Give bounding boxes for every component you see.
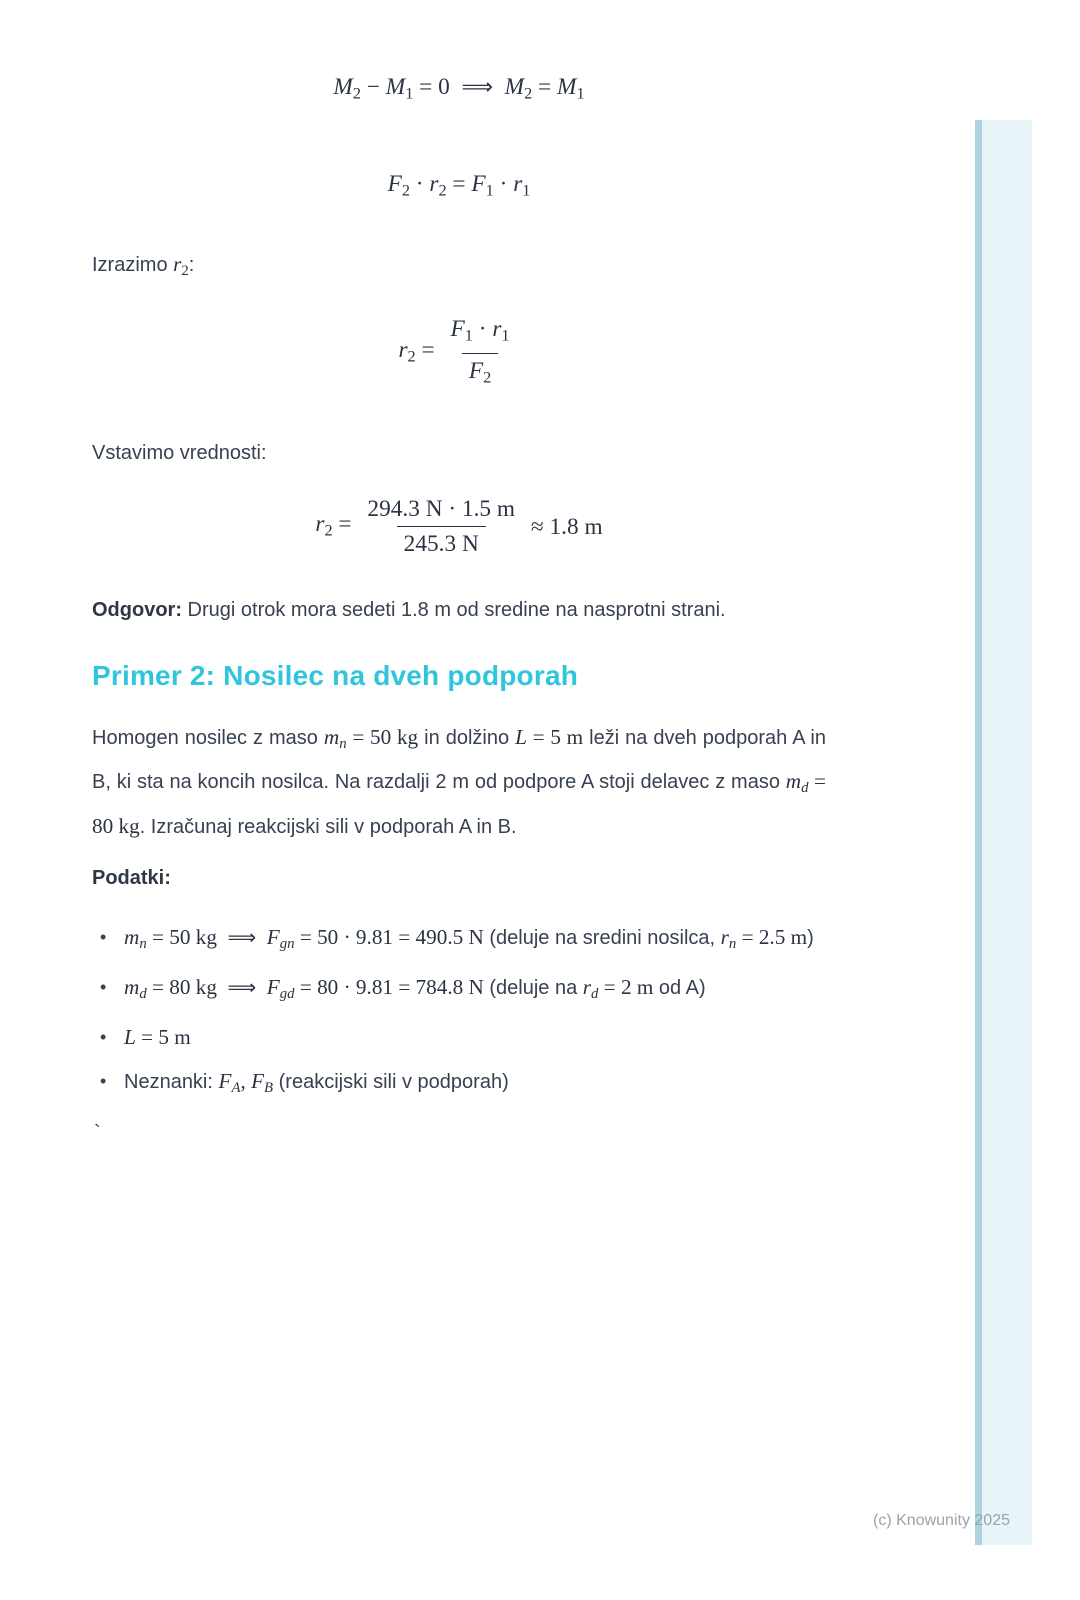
list-item-text: Neznanki: $F_A$, $F_B$ (reakcijski sili v podporah) — [124, 1068, 509, 1097]
bullet-icon: • — [100, 976, 107, 997]
equation-lhs: $r_2$ = — [398, 337, 441, 366]
fraction-denominator: $F_2$ — [462, 353, 498, 391]
list-item-text: $m_d = 80$ kg ⟹ $F_{gd} = 80 \cdot 9.81 = 784.8$ N (deluje na $r_d = 2$ m od A) — [124, 974, 706, 1002]
list-item — [92, 1063, 826, 1107]
document-page — [0, 72, 1080, 1600]
equation-rhs: ≈ 1.8 m — [525, 513, 603, 540]
bullet-icon: • — [100, 1070, 107, 1091]
fraction-denominator: 245.3 N — [397, 526, 486, 557]
page-content — [0, 72, 1080, 1145]
copyright-footer: (c) Knowunity 2025 — [873, 1512, 1010, 1529]
data-list — [92, 919, 826, 1107]
equation-moment-balance: $M_2 - M_1 = 0$ ⟹ $M_2 = M_1$ — [333, 74, 585, 103]
problem-statement: Homogen nosilec z maso $m_n = 50$ kg in dolžino L = 5 m leži na dveh podporah A in B, ki sta na koncih nosilca. Na razdalji 2 m od podpore A stoji delavec z maso $m_d = 80$ kg. Izračunaj reakcijski sili v podporah A in B. — [92, 725, 832, 838]
bullet-icon: • — [100, 926, 107, 947]
list-item-text: L = 5 m — [124, 1024, 191, 1049]
fraction-numerator: 294.3 N · 1.5 m — [367, 496, 516, 523]
vstavimo-label: Vstavimo vrednosti: — [92, 442, 267, 465]
list-item-text: $m_n = 50$ kg ⟹ $F_{gn} = 50 \cdot 9.81 = 490.5$ N (deluje na sredini nosilca, $r_n = 2.5$ m) — [124, 924, 814, 952]
list-item — [92, 919, 826, 963]
equation-r2-numeric — [92, 496, 826, 557]
bullet-icon: • — [100, 1026, 107, 1047]
fraction — [360, 496, 522, 557]
equation-torque-equality: $F_2 \cdot r_2 = F_1 \cdot r_1$ — [387, 170, 531, 200]
equation-r2-symbolic — [92, 316, 826, 390]
list-item — [92, 1019, 826, 1057]
list-item — [92, 969, 826, 1013]
equation-lhs: $r_2$ = — [315, 510, 358, 540]
fraction — [444, 316, 517, 390]
izrazimo-label: Izrazimo $r_2$: — [92, 252, 195, 280]
fraction-numerator: $F_1 \cdot r_1$ — [450, 316, 510, 345]
section-heading-primer-2: Primer 2: Nosilec na dveh podporah — [92, 660, 579, 692]
answer-line: Odgovor: Drugi otrok mora sedeti 1.8 m od sredine na nasprotni strani. — [92, 599, 726, 622]
stray-backtick: ` — [94, 1122, 101, 1145]
podatki-label: Podatki: — [92, 866, 171, 889]
